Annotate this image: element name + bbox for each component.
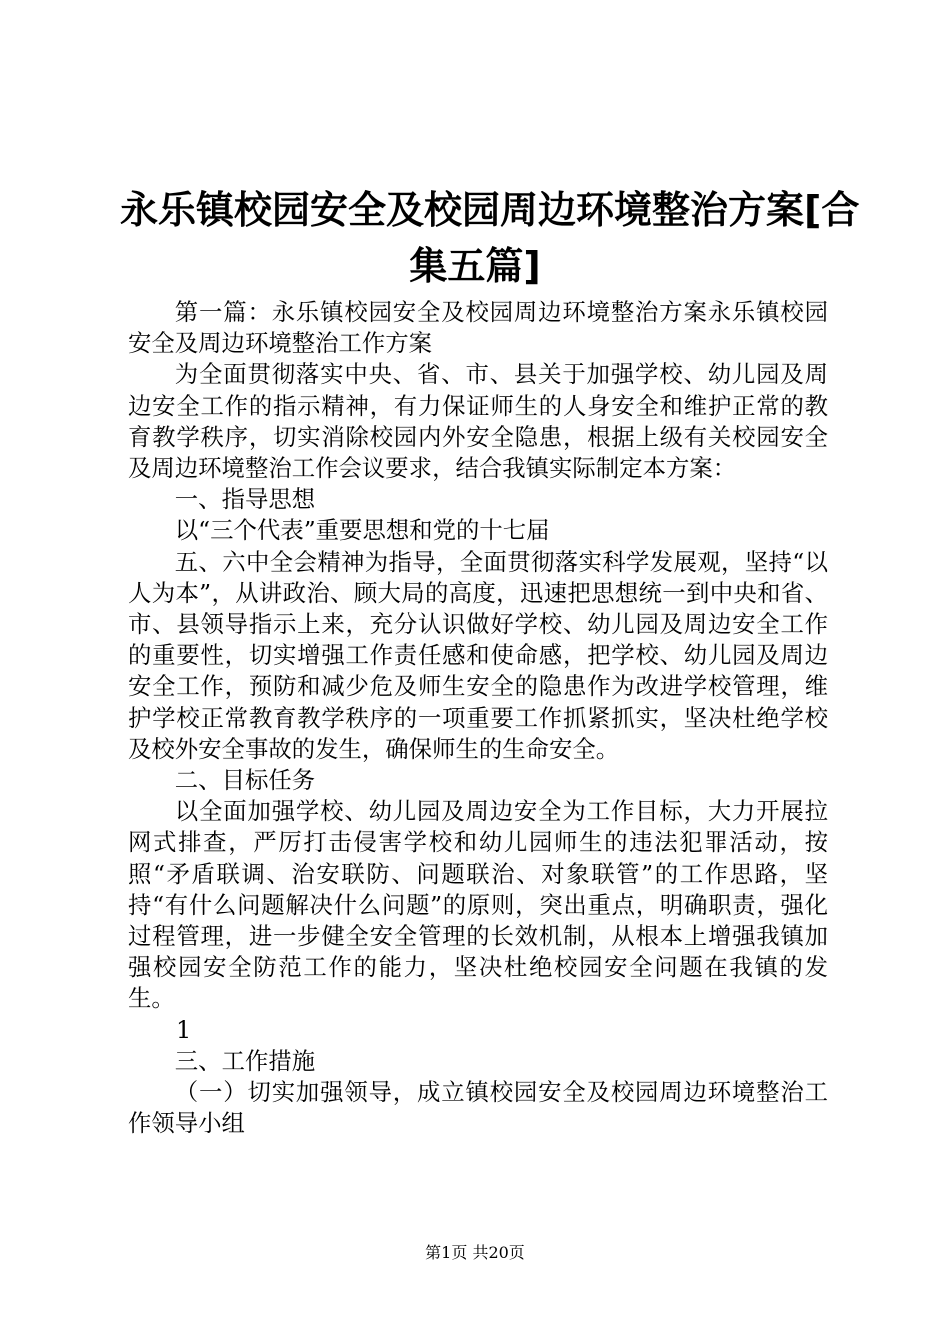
paragraph-guiding-lead: 以“三个代表”重要思想和党的十七届	[174, 516, 550, 545]
paragraph-guiding-body: 五、六中全会精神为指导，全面贯彻落实科学发展观，坚持“以人为本”，从讲政治、顾大局的高度，迅速把思想统一到中央和省、市、县领导指示上来，充分认识做好学校、幼儿园及周边安全工作的重要性，切实增强工作责任感和使命感，把学校、幼儿园及周边安全工作，预防和减少危及师生安全的隐患作为改进学校管理，维护学校正常教育教学秩序的一项重要工作抓紧抓实，坚决杜绝学校及校外安全事故的发生，确保师生的生命安全。	[128, 547, 828, 763]
document-title-line-2: 集五篇]	[409, 244, 541, 288]
page-number-marker: 1	[176, 1015, 192, 1044]
page-footer: 第1页 共20页	[425, 1243, 525, 1262]
paragraph-heading-part-one: 第一篇：永乐镇校园安全及校园周边环境整治方案永乐镇校园安全及周边环境整治工作方案	[128, 298, 828, 358]
paragraph-goals-body: 以全面加强学校、幼儿园及周边安全为工作目标，大力开展拉网式排查，严厉打击侵害学校和幼儿园师生的违法犯罪活动，按照“矛盾联调、治安联防、问题联治、对象联管”的工作思路，坚持“有什么问题解决什么问题”的原则，突出重点，明确职责，强化过程管理，进一步健全安全管理的长效机制，从根本上增强我镇加强校园安全防范工作的能力，坚决杜绝校园安全问题在我镇的发生。	[128, 797, 828, 1013]
document-body	[128, 297, 828, 1139]
paragraph-intro: 为全面贯彻落实中央、省、市、县关于加强学校、幼儿园及周边安全工作的指示精神，有力保证师生的人身安全和维护正常的教育教学秩序，切实消除校园内外安全隐患，根据上级有关校园安全及周边环境整治工作会议要求，结合我镇实际制定本方案：	[128, 360, 828, 483]
section-heading-measures: 三、工作措施	[174, 1046, 316, 1075]
paragraph-measure-one: （一）切实加强领导，成立镇校园安全及校园周边环境整治工作领导小组	[128, 1078, 828, 1138]
document-title-line-1: 永乐镇校园安全及校园周边环境整治方案[合	[120, 188, 860, 232]
section-heading-guiding-ideology: 一、指导思想	[174, 485, 316, 514]
section-heading-goals: 二、目标任务	[174, 766, 316, 795]
